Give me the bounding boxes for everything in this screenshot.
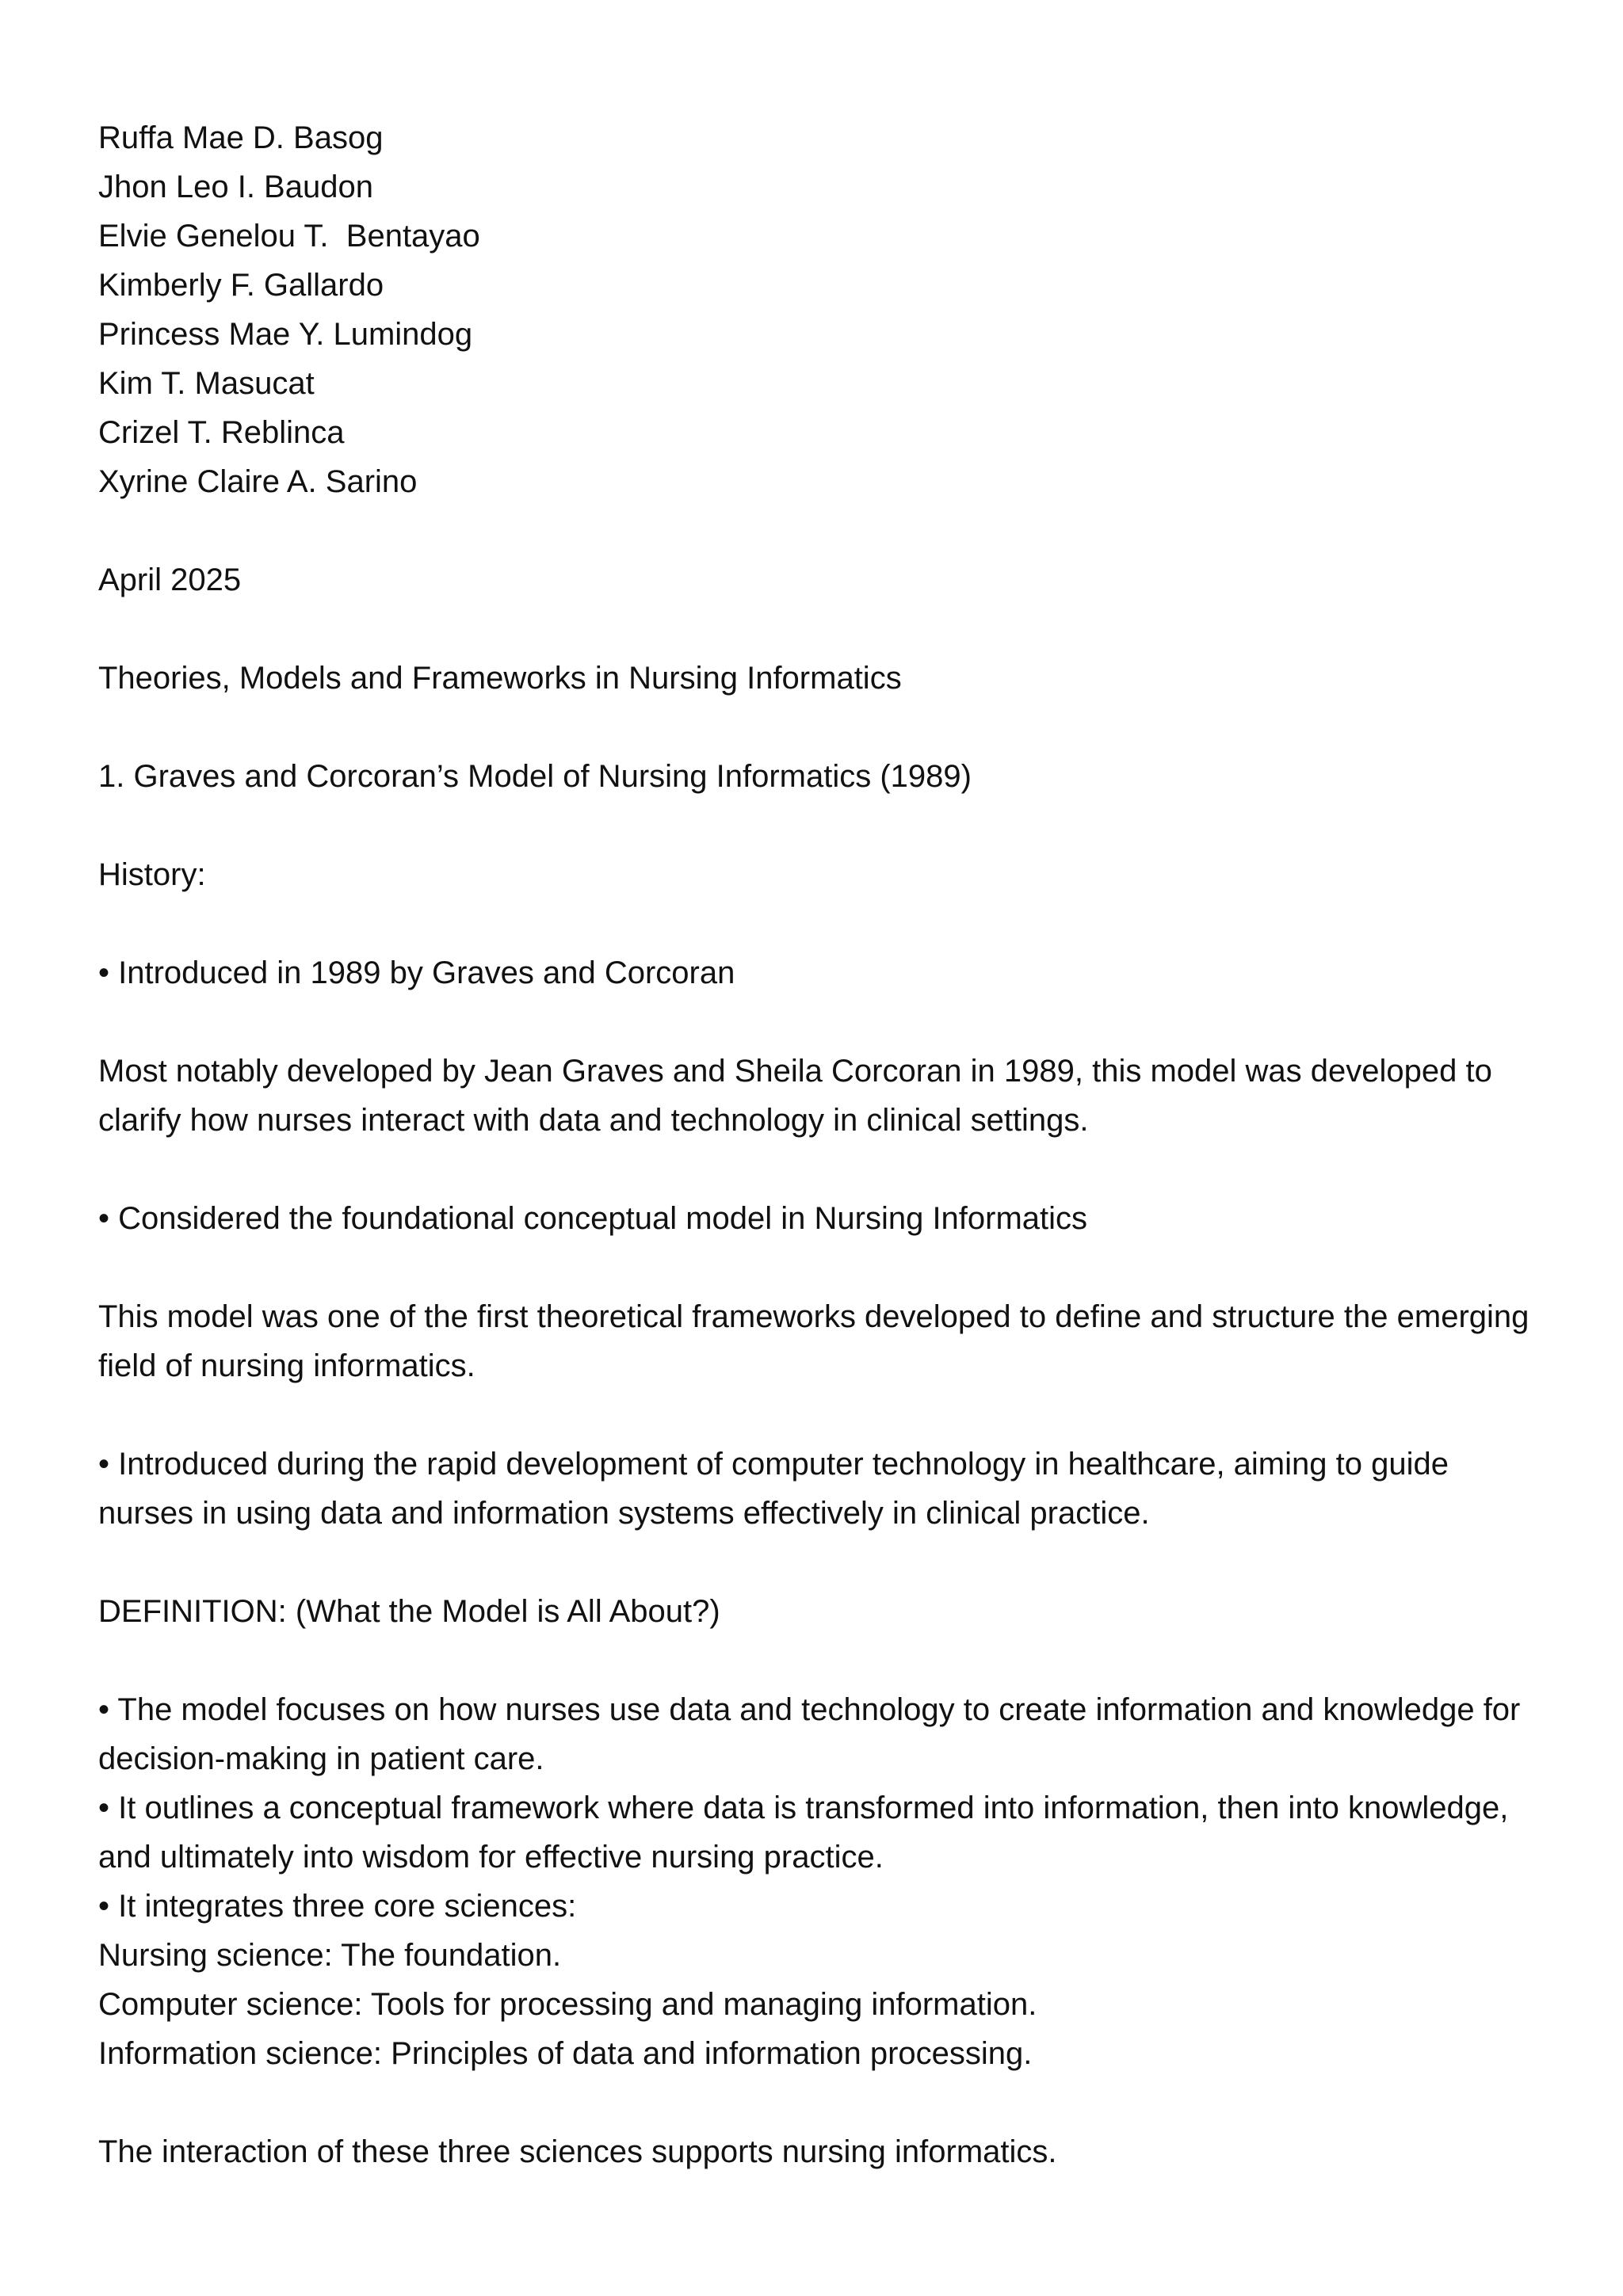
history-paragraph: Most notably developed by Jean Graves and Sheila Corcoran in 1989, this model was developed to clarify how nurses interact with data and technology in clinical settings. <box>98 1054 1492 1138</box>
definition-label: DEFINITION: (What the Model is All About?) <box>98 1594 720 1629</box>
author-name: Jhon Leo I. Baudon <box>98 170 373 204</box>
definition-bullet: • It outlines a conceptual framework where data is transformed into information, then into knowledge, and ultimately into wisdom for effective nursing practice. <box>98 1791 1509 1875</box>
document-title: Theories, Models and Frameworks in Nursing Informatics <box>98 661 902 696</box>
document-date: April 2025 <box>98 563 242 597</box>
definition-bullet: • It integrates three core sciences: <box>98 1889 577 1924</box>
document-page <box>98 113 1549 2176</box>
definition-closing: The interaction of these three sciences supports nursing informatics. <box>98 2134 1057 2169</box>
history-bullet: • Introduced during the rapid development of computer technology in healthcare, aiming to guide nurses in using data and information systems effectively in clinical practice. <box>98 1447 1449 1531</box>
author-name: Elvie Genelou T. Bentayao <box>98 219 480 254</box>
author-list <box>98 113 1549 506</box>
history-bullet: • Considered the foundational conceptual model in Nursing Informatics <box>98 1201 1088 1236</box>
science-item: Nursing science: The foundation. <box>98 1938 562 1973</box>
author-name: Princess Mae Y. Lumindog <box>98 317 473 352</box>
definition-bullet: • The model focuses on how nurses use data and technology to create information and knowledge for decision-making in patient care. <box>98 1692 1521 1776</box>
author-name: Crizel T. Reblinca <box>98 415 345 450</box>
science-item: Information science: Principles of data and information processing. <box>98 2036 1033 2071</box>
history-bullet: • Introduced in 1989 by Graves and Corcoran <box>98 955 735 990</box>
science-item: Computer science: Tools for processing and managing information. <box>98 1987 1037 2022</box>
author-name: Ruffa Mae D. Basog <box>98 120 384 155</box>
author-name: Xyrine Claire A. Sarino <box>98 464 418 499</box>
history-label: History: <box>98 857 206 892</box>
section-heading: 1. Graves and Corcoran’s Model of Nursing Informatics (1989) <box>98 759 972 794</box>
history-paragraph: This model was one of the first theoretical frameworks developed to define and structure the emerging field of nursing informatics. <box>98 1299 1529 1383</box>
author-name: Kim T. Masucat <box>98 366 315 401</box>
author-name: Kimberly F. Gallardo <box>98 268 384 303</box>
